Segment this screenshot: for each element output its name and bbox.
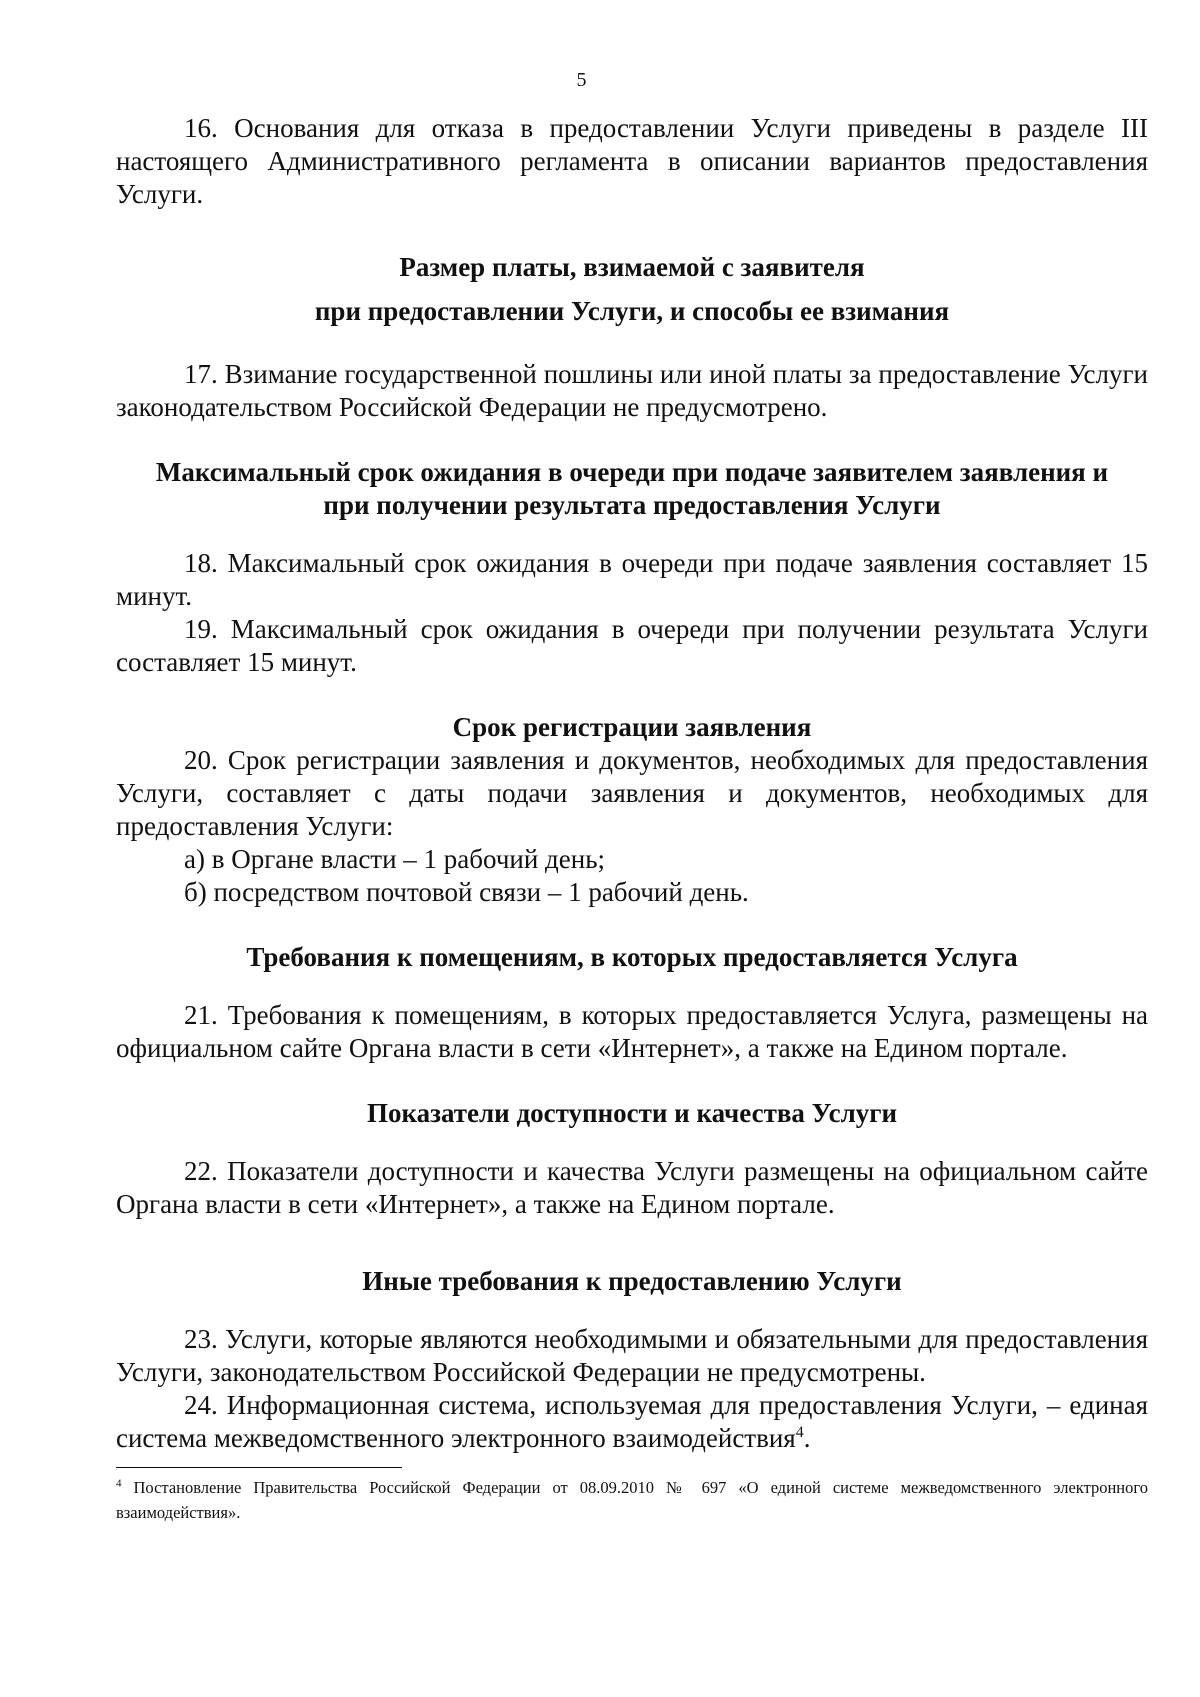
heading-queue-line-2: при получении результата предоставления Услуги [323,490,941,520]
paragraph-16: 16. Основания для отказа в предоставлении Услуги приведены в разделе III настоящего Административного регламента в описании вариантов предоставления Услуги. [116,113,1148,209]
heading-quality: Показатели доступности и качества Услуги [366,1098,898,1128]
page-body [116,112,1148,1455]
paragraph-18: 18. Максимальный срок ожидания в очереди при подаче заявления составляет 15 минут. [116,548,1148,611]
paragraph-24-text: 24. Информационная система, используемая для предоставления Услуги, – единая система межведомственного электронного взаимодействия [116,1390,1148,1453]
paragraph-20-item-b: б) посредством почтовой связи – 1 рабочий день. [184,877,749,907]
heading-registration: Срок регистрации заявления [452,712,812,742]
heading-fee [116,245,1148,333]
footnote-text: Постановление Правительства Российской Федерации от 08.09.2010 № 697 «О единой системе межведомственного электронного взаимодействия». [116,1478,1148,1522]
footnote-separator [116,1467,402,1468]
paragraph-22: 22. Показатели доступности и качества Услуги размещены на официальном сайте Органа власти в сети «Интернет», а также на Едином портале. [116,1156,1148,1219]
paragraph-24-end: . [803,1423,811,1453]
heading-premises: Требования к помещениям, в которых предоставляется Услуга [246,942,1018,972]
heading-queue [116,456,1148,522]
heading-fee-line-1: Размер платы, взимаемой с заявителя [399,252,865,282]
paragraph-17: 17. Взимание государственной пошлины или иной платы за предоставление Услуги законодательством Российской Федерации не предусмотрено. [116,359,1148,422]
paragraph-20-item-a: а) в Органе власти – 1 рабочий день; [184,844,606,874]
page-number: 5 [576,69,587,91]
footnote [116,1475,1148,1525]
paragraph-24 [116,1389,1148,1455]
paragraph-23: 23. Услуги, которые являются необходимыми и обязательными для предоставления Услуги, законодательством Российской Федерации не предусмотрены. [116,1324,1148,1387]
paragraph-21: 21. Требования к помещениям, в которых предоставляется Услуга, размещены на официальном сайте Органа власти в сети «Интернет», а также на Едином портале. [116,1000,1148,1063]
heading-queue-line-1: Максимальный срок ожидания в очереди при подаче заявителем заявления и [155,457,1109,487]
heading-other-requirements: Иные требования к предоставлению Услуги [362,1266,902,1296]
footnote-reference[interactable]: 4 [795,1424,804,1441]
paragraph-20: 20. Срок регистрации заявления и документов, необходимых для предоставления Услуги, составляет с даты подачи заявления и документов, необходимых для предоставления Услуги: [116,745,1148,841]
heading-fee-line-2: при предоставлении Услуги, и способы ее взимания [314,296,950,326]
footnote-marker: 4 [116,1477,122,1490]
paragraph-19: 19. Максимальный срок ожидания в очереди при получении результата Услуги составляет 15 минут. [116,614,1148,677]
